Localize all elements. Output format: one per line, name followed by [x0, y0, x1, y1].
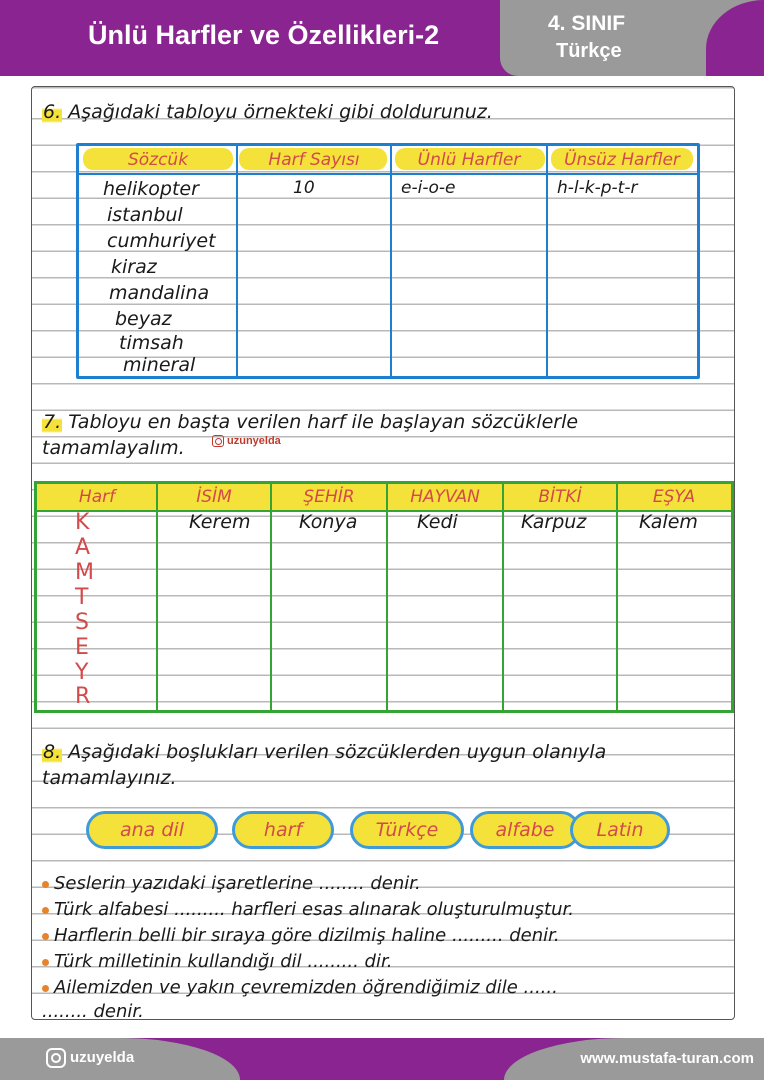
start-letter: A [75, 535, 91, 560]
footer-website-link[interactable]: www.mustafa-turan.com [580, 1050, 754, 1067]
word-chip-letter: harf [232, 811, 334, 849]
word-cell: cumhuriyet [107, 230, 216, 252]
question-8-text-line1: Aşağıdaki boşlukları verilen sözcüklerden uygun olanıyla [68, 741, 607, 763]
watermark-handle: uzunyelda [227, 435, 281, 447]
example-city: Konya [299, 511, 358, 533]
header-divider [37, 510, 731, 512]
question-8-number: 8. [43, 741, 62, 763]
column-divider [390, 146, 392, 376]
grade-label: 4. SINIF [548, 12, 626, 35]
letters-table [76, 143, 700, 379]
start-letter: S [75, 610, 89, 635]
col-object: EŞYA [652, 487, 696, 507]
word-game-table [34, 481, 734, 713]
column-divider [270, 484, 272, 710]
sentence-continuation: ........ denir. [42, 1001, 144, 1020]
column-divider [156, 484, 158, 710]
example-name: Kerem [189, 511, 251, 533]
bullet-icon [42, 985, 49, 992]
footer-right-badge [504, 1038, 764, 1080]
sentence-text: Ailemizden ve yakın çevremizden öğrendiğimiz dile ...... [54, 977, 558, 998]
example-plant: Karpuz [521, 511, 587, 533]
word-cell: kiraz [111, 256, 157, 278]
start-letter: Y [75, 660, 89, 685]
question-7-number: 7. [43, 411, 62, 433]
sentence-item [42, 977, 558, 998]
col-animal: HAYVAN [410, 487, 480, 507]
question-7-text-line2: tamamlayalım. [42, 437, 185, 459]
sentence-item [42, 873, 421, 894]
col-consonants: Ünsüz Harfler [564, 150, 680, 170]
col-vowels: Ünlü Harfler [417, 150, 521, 170]
col-plant: BİTKİ [538, 487, 582, 507]
sentence-text: Türk alfabesi ......... harfleri esas alınarak oluşturulmuştur. [54, 899, 574, 920]
bullet-icon [42, 881, 49, 888]
question-8-text-line2: tamamlayınız. [42, 767, 177, 789]
notebook-page [31, 86, 735, 1020]
example-object: Kalem [639, 511, 698, 533]
instagram-icon [46, 1048, 66, 1068]
sentence-item [42, 925, 560, 946]
col-name: İSİM [196, 487, 232, 507]
footer-handle: uzuyelda [70, 1049, 135, 1066]
word-cell: mandalina [109, 282, 210, 304]
col-letter-count: Harf Sayısı [268, 150, 360, 170]
word-chip-turkish: Türkçe [350, 811, 464, 849]
worksheet-title: Ünlü Harfler ve Özellikleri-2 [88, 20, 440, 50]
start-letter: E [75, 635, 89, 660]
sentence-item [42, 899, 574, 920]
column-divider [236, 146, 238, 376]
question-6-number: 6. [43, 101, 62, 123]
col-letter: Harf [78, 487, 116, 507]
sentence-text: Türk milletinin kullandığı dil ......... dir. [54, 951, 393, 972]
sentence-text: Harflerin belli bir sıraya göre dizilmiş haline ......... denir. [54, 925, 560, 946]
word-cell: timsah [119, 332, 184, 354]
question-7-prompt [42, 411, 578, 433]
start-letter: K [75, 510, 90, 535]
grade-badge [500, 0, 764, 76]
column-divider [502, 484, 504, 710]
bullet-icon [42, 907, 49, 914]
bullet-icon [42, 933, 49, 940]
start-letter: R [75, 684, 91, 709]
question-7-text-line1: Tabloyu en başta verilen harf ile başlayan sözcüklerle [68, 411, 579, 433]
question-6-text: Aşağıdaki tabloyu örnekteki gibi doldurunuz. [68, 101, 493, 123]
sentence-text: Seslerin yazıdaki işaretlerine ........ denir. [54, 873, 421, 894]
start-letter: M [75, 560, 94, 585]
bullet-icon [42, 959, 49, 966]
column-divider [616, 484, 618, 710]
example-letter-count: 10 [293, 178, 315, 198]
example-consonants: h-l-k-p-t-r [557, 178, 638, 198]
word-chip-alphabet: alfabe [470, 811, 580, 849]
word-cell: istanbul [107, 204, 183, 226]
word-chip-native-language: ana dil [86, 811, 218, 849]
col-city: ŞEHİR [303, 487, 355, 507]
example-animal: Kedi [417, 511, 458, 533]
col-word: Sözcük [127, 150, 189, 170]
column-divider [546, 146, 548, 376]
question-6-prompt [42, 101, 493, 123]
start-letter: T [75, 585, 89, 610]
page-header [0, 0, 764, 76]
column-divider [386, 484, 388, 710]
subject-label: Türkçe [556, 40, 622, 62]
word-cell: beyaz [115, 308, 172, 330]
instagram-icon [212, 435, 224, 447]
sentence-item [42, 951, 392, 972]
word-cell: mineral [123, 354, 196, 376]
word-cell: helikopter [103, 178, 199, 200]
example-vowels: e-i-o-e [401, 178, 456, 198]
instagram-watermark [212, 435, 281, 447]
footer-left-badge [0, 1038, 240, 1080]
header-divider [79, 173, 697, 175]
question-8-prompt [42, 741, 606, 763]
page-footer [0, 1038, 764, 1080]
word-chip-latin: Latin [570, 811, 670, 849]
